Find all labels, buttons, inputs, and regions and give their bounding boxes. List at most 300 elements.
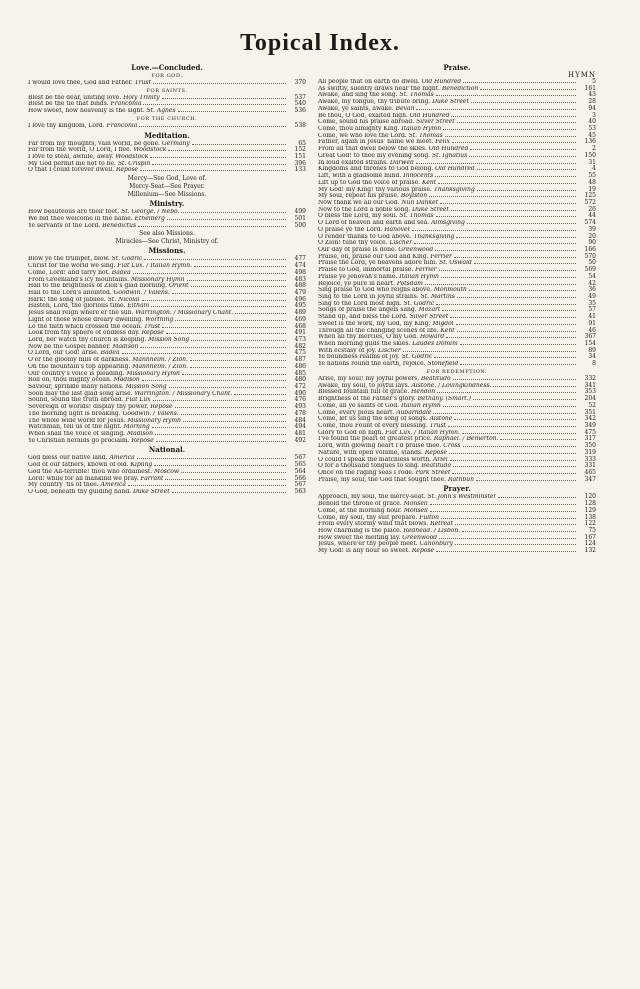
index-entry: [28, 95, 306, 102]
index-entry: [318, 146, 596, 153]
hymn-number: 351: [584, 408, 596, 416]
hymn-first-line: Glory to God on high. Fiat Lux. / Italian Hymn.: [318, 429, 460, 436]
index-entry: [318, 240, 596, 247]
hymn-number: 370: [294, 79, 306, 86]
tune-name: Duke Street: [432, 99, 469, 106]
leader-dots: [453, 466, 576, 467]
tune-name: Bethany. (Smart.): [417, 396, 471, 403]
index-entry: [318, 173, 596, 180]
leader-dots: [190, 367, 286, 368]
hymn-first-line: Praise, oh, praise our God and King. Ferrier: [318, 253, 452, 260]
tune-name: Redhead. / Lisbon.: [403, 528, 461, 534]
hymn-number: 472: [294, 383, 306, 390]
index-entry: [28, 108, 306, 115]
leader-dots: [425, 284, 576, 285]
tune-name: Ferrier: [430, 253, 452, 260]
index-entry: [28, 384, 306, 391]
leader-dots: [150, 157, 286, 158]
index-entry: [318, 494, 596, 501]
hymn-number: 487: [294, 356, 306, 364]
hymn-number: 489: [294, 309, 306, 317]
tune-name: America: [100, 482, 126, 489]
tune-name: Duke Street: [412, 206, 449, 213]
index-entry: [318, 521, 596, 528]
hymn-first-line: Lift, with a gladsome mind. Innocents: [318, 173, 434, 180]
index-entry: [318, 477, 596, 484]
leader-dots: [451, 210, 576, 211]
index-entry: [28, 303, 306, 310]
leader-dots: [467, 223, 576, 224]
hymn-number: 501: [294, 214, 306, 222]
hymn-first-line: Great God! to thee my evening song. St. Ignatius: [318, 152, 468, 159]
leader-dots: [153, 400, 286, 401]
index-entry: [318, 416, 596, 423]
index-entry: [318, 180, 596, 187]
hymn-first-line: Father, again in Jesus' name we meet. Felix: [318, 139, 450, 146]
hymn-first-line: O bless the Lord, my soul. St. Thomas: [318, 213, 434, 220]
hymn-first-line: The whole wide world for Jesus. Missionary Hymn: [28, 417, 181, 424]
hymn-number: 39: [588, 225, 596, 233]
tune-name: Franconia: [110, 101, 142, 108]
hymn-first-line: Lord! while for all mankind we pray. Farrant: [28, 475, 164, 482]
leader-dots: [154, 465, 286, 466]
hymn-first-line: O that I could forever dwell. Repose: [28, 167, 139, 174]
index-entry: [28, 147, 306, 154]
hymn-number: 136: [584, 138, 596, 146]
tune-name: Badea: [100, 350, 120, 357]
leader-dots: [436, 95, 576, 96]
leader-dots: [191, 286, 287, 287]
leader-dots: [500, 439, 576, 440]
tune-name: Mannheim. / Zion.: [132, 357, 188, 364]
hymn-number: 94: [588, 104, 596, 112]
hymn-first-line: Come, we who love the Lord. St. Thomas: [318, 132, 443, 139]
leader-dots: [165, 479, 286, 480]
leader-dots: [151, 306, 286, 307]
tune-name: Nun Danket: [401, 199, 439, 206]
leader-dots: [452, 473, 576, 474]
tune-name: Stonefield: [427, 361, 459, 368]
leader-dots: [175, 407, 287, 408]
hymn-number: 536: [294, 107, 306, 115]
tune-name: Alstone. / Lovingkindness.: [411, 382, 492, 389]
hymn-first-line: Lord, her watch thy church is keeping. Mission Song: [28, 336, 190, 343]
hymn-number: 495: [294, 302, 306, 310]
tune-name: Duke Street: [132, 489, 170, 496]
hymn-first-line: Our day of praise is done. Greenwood: [318, 246, 434, 253]
leader-dots: [143, 104, 286, 105]
leader-dots: [453, 379, 576, 380]
index-entry: [28, 101, 306, 108]
tune-name: Madison: [113, 377, 140, 384]
hymn-first-line: Now be the Gospel banner. Madison: [28, 343, 139, 350]
hymn-number: 473: [294, 335, 306, 343]
leader-dots: [457, 297, 576, 298]
tune-name: Worthing: [145, 316, 174, 323]
hymn-number: 125: [584, 192, 596, 200]
tune-name: Old Hundred: [409, 112, 450, 119]
hymn-number: 57: [588, 306, 596, 314]
tune-name: Woodstock: [133, 147, 167, 154]
index-entry: [318, 410, 596, 417]
right-column: [318, 62, 596, 971]
index-entry: [318, 508, 596, 515]
tune-name: St. George. / Nebo.: [121, 209, 180, 216]
index-entry: [28, 455, 306, 462]
tune-name: Old Hundred: [428, 146, 469, 153]
hymn-number: 75: [588, 527, 596, 534]
hymn-number: 484: [294, 416, 306, 424]
hymn-first-line: Ye boundless realms of joy. St. Godric: [318, 354, 433, 361]
hymn-number: 479: [294, 288, 306, 296]
hymn-number: 341: [584, 381, 596, 389]
tune-name: Benediction: [442, 85, 479, 92]
leader-dots: [172, 293, 286, 294]
leader-dots: [446, 337, 576, 338]
hymn-number: 349: [584, 421, 596, 429]
hymn-first-line: O could I speak the matchless worth. Ariel: [318, 456, 448, 463]
hymn-first-line: Sing praise to God who reigns above. Monmouth: [318, 287, 467, 294]
tune-name: Orient: [168, 283, 189, 290]
hymn-number: 52: [588, 401, 596, 409]
hymn-number: 331: [584, 462, 596, 470]
hymn-number: 498: [294, 268, 306, 276]
tune-name: Fiat Lux. / Italian Hymn.: [117, 263, 192, 270]
hymn-first-line: Saviour, sprinkle many nations. Mission Song: [28, 384, 167, 390]
hymn-number: 4: [592, 165, 596, 173]
subsection-heading: FOR THE CHURCH.: [136, 115, 198, 122]
tune-name: St. Thomas: [399, 92, 434, 99]
tune-name: Fulton: [419, 514, 440, 521]
hymn-first-line: Come, my soul, thy suit prepare. Fulton: [318, 514, 440, 521]
tune-name: Ariel: [433, 456, 448, 463]
leader-dots: [133, 273, 286, 274]
index-entry: [318, 79, 596, 86]
leader-dots: [235, 313, 286, 314]
hymn-number: 133: [294, 166, 306, 174]
index-entry: [318, 463, 596, 470]
tune-name: St. Godric: [403, 300, 435, 307]
leader-dots: [455, 524, 576, 525]
hymn-number: 31: [588, 158, 596, 166]
leader-dots: [440, 203, 576, 204]
tune-name: Benedictus: [102, 222, 137, 229]
hymn-number: 128: [584, 500, 596, 508]
hymn-number: 35: [588, 299, 596, 307]
hymn-first-line: How beauteous are their feet. St. George. / Nebo.: [28, 209, 180, 216]
index-entry: [28, 310, 306, 317]
hymn-number: 488: [294, 282, 306, 290]
index-entry: [28, 418, 306, 425]
hymn-first-line: My God permit me not to be. St. Crispin: [28, 160, 151, 167]
index-entry: [28, 263, 306, 270]
tune-name: St. Godric: [111, 256, 143, 263]
leader-dots: [140, 347, 286, 348]
hymn-number: 41: [588, 313, 596, 321]
hymn-first-line: God the All-terrible! thou who ordainest. Moscow: [28, 468, 179, 475]
tune-name: Woodstock: [115, 154, 149, 161]
hymn-first-line: I love to steal, awhile, away. Woodstock: [28, 154, 149, 161]
leader-dots: [460, 344, 576, 345]
leader-dots: [430, 504, 576, 505]
index-entry: [28, 469, 306, 476]
tune-name: Greenwood: [402, 534, 438, 541]
leader-dots: [450, 460, 576, 461]
leader-dots: [412, 230, 576, 231]
hymn-first-line: Arise, my soul! my joyful powers. Beatitudo: [318, 375, 451, 382]
index-entry: [318, 106, 596, 113]
tune-name: Greenwood: [398, 246, 434, 253]
index-entry: [28, 209, 306, 216]
leader-dots: [167, 219, 286, 220]
index-entry: [318, 430, 596, 437]
leader-dots: [439, 270, 576, 271]
hymn-first-line: Ye Christian heralds go proclaim. Repose: [28, 437, 154, 444]
leader-dots: [153, 83, 286, 84]
leader-dots: [172, 492, 286, 493]
index-entry: [28, 324, 306, 331]
hymn-number: 347: [584, 475, 596, 483]
hymn-number: 50: [588, 259, 596, 267]
leader-dots: [442, 310, 576, 311]
hymn-first-line: How sweet, how heavenly is the sight. St. Agnes: [28, 108, 176, 115]
hymn-first-line: Come, all ye saints of God. Italian Hymn: [318, 402, 441, 409]
leader-dots: [469, 156, 576, 157]
leader-dots: [457, 331, 576, 332]
index-entry: [28, 297, 306, 304]
hymn-number: 53: [588, 125, 596, 133]
tune-name: Eltham: [127, 303, 150, 310]
leader-dots: [498, 497, 576, 498]
leader-dots: [451, 116, 576, 117]
leader-dots: [138, 226, 286, 227]
hymn-first-line: Blow ye the trumpet, blow. St. Godric: [28, 256, 143, 263]
hymn-first-line: We bid thee welcome in the name. Ethelberg: [28, 215, 165, 222]
tune-name: Thanksgiving: [433, 186, 475, 193]
hymn-first-line: From Greenland's icy mountains. Missionary Hymn: [28, 276, 185, 283]
hymn-number: 468: [294, 322, 306, 330]
hymn-first-line: Watchman, tell us of the night. Morning: [28, 424, 150, 431]
cross-reference: Mercy—See God, Love of.: [127, 175, 207, 183]
hymn-number: 3: [592, 111, 596, 119]
tune-name: Bevan: [395, 105, 415, 112]
tune-name: Monmouth: [433, 287, 467, 294]
index-entry: [318, 213, 596, 220]
tune-name: St. Godric: [401, 354, 433, 361]
index-entry: [28, 216, 306, 223]
leader-dots: [456, 324, 576, 325]
index-entry: [28, 283, 306, 290]
hymn-first-line: Light of those whose dreary dwelling. Worthing: [28, 316, 174, 323]
hymn-number: 129: [584, 506, 596, 514]
tune-name: St. Oswald: [439, 260, 472, 267]
leader-dots: [430, 511, 576, 512]
hymn-number: 574: [584, 219, 596, 227]
tune-name: Cross: [443, 443, 461, 450]
hymn-number: 566: [294, 474, 306, 482]
hymn-first-line: Hail to the brightness of Zion's glad morning. Orient: [28, 283, 189, 290]
tune-name: Mission Song: [125, 384, 167, 390]
leader-dots: [436, 216, 576, 217]
leader-dots: [454, 419, 576, 420]
leader-dots: [477, 190, 576, 191]
subsection-heading: FOR GOD.: [151, 73, 183, 79]
leader-dots: [462, 433, 576, 434]
tune-name: Laudes Domini: [412, 341, 458, 348]
hymn-number: 138: [584, 513, 596, 521]
tune-name: Repose: [141, 330, 164, 337]
hymn-first-line: When morning gilds the skies. Laudes Domini: [318, 341, 458, 348]
leader-dots: [448, 426, 576, 427]
index-entry: [28, 431, 306, 438]
hymn-number: 492: [294, 436, 306, 444]
hymn-number: 567: [294, 481, 306, 489]
hymn-first-line: Come, thou almighty King. Italian Hymn: [318, 126, 442, 133]
index-entry: [318, 376, 596, 383]
tune-name: Hendon: [411, 389, 436, 396]
index-entry: [28, 462, 306, 469]
leader-dots: [463, 446, 576, 447]
index-entry: [318, 260, 596, 267]
index-entry: [28, 337, 306, 344]
leader-dots: [144, 259, 286, 260]
cross-reference: Millenium—See Missions.: [127, 191, 207, 199]
hymn-number: 475: [584, 428, 596, 436]
leader-dots: [449, 453, 576, 454]
index-entry: [318, 541, 596, 548]
left-column: [28, 62, 306, 971]
index-entry: [318, 361, 596, 368]
index-entry: [28, 424, 306, 431]
index-entry: [28, 397, 306, 404]
tune-name: Repose: [411, 548, 435, 555]
index-entry: [318, 166, 596, 173]
hymn-number: 353: [584, 388, 596, 396]
tune-name: Mission Song: [148, 336, 190, 343]
index-entry: [318, 274, 596, 281]
leader-dots: [152, 427, 286, 428]
hymn-number: 204: [584, 395, 596, 403]
index-entry: [318, 389, 596, 396]
tune-name: St. Thomas: [399, 213, 434, 220]
leader-dots: [155, 434, 286, 435]
index-entry: [318, 126, 596, 133]
tune-name: Repose: [115, 167, 139, 174]
hymn-number: 480: [294, 376, 306, 384]
hymn-number: 485: [294, 369, 306, 377]
leader-dots: [454, 257, 576, 258]
index-entry: [318, 113, 596, 120]
leader-dots: [469, 290, 576, 291]
index-entry: [318, 443, 596, 450]
leader-dots: [452, 142, 576, 143]
hymn-number: 154: [584, 340, 596, 348]
hymn-number: 132: [584, 547, 596, 555]
tune-name: America: [109, 455, 135, 462]
leader-dots: [162, 327, 286, 328]
tune-name: Felix: [435, 139, 450, 146]
index-entry: [318, 321, 596, 328]
hymn-first-line: Nature, with open volume, stands. Repose: [318, 449, 448, 456]
tune-name: Trust: [144, 323, 161, 330]
index-entry: [318, 403, 596, 410]
index-entry: [318, 450, 596, 457]
index-entry: [28, 330, 306, 337]
hymn-first-line: My country 'tis of thee. America: [28, 482, 126, 489]
hymn-first-line: Look from thy sphere of endless day. Repose: [28, 330, 164, 337]
index-entry: [28, 317, 306, 324]
index-entry: [28, 391, 306, 398]
hymn-first-line: I would love thee, God and Father. Trust: [28, 80, 151, 86]
tune-name: Old Hundred: [435, 166, 475, 173]
leader-dots: [441, 277, 576, 278]
leader-dots: [416, 109, 576, 110]
leader-dots: [471, 102, 576, 103]
hymn-first-line: With ecstasy of joy. Lischer: [318, 347, 401, 354]
index-entry: [318, 86, 596, 93]
index-entry: [318, 247, 596, 254]
index-entry: [318, 92, 596, 99]
leader-dots: [128, 485, 286, 486]
leader-dots: [434, 357, 576, 358]
leader-dots: [181, 414, 286, 415]
hymn-first-line: Awake, my tongue, thy tribute bring. Duke Street: [318, 99, 469, 106]
hymn-number: 474: [294, 262, 306, 270]
hymn-first-line: In loud exalted strains. Darwell: [318, 159, 414, 166]
tune-name: Moscow: [154, 468, 179, 475]
hymn-number: 42: [588, 279, 596, 287]
hymn-number: 572: [584, 198, 596, 206]
leader-dots: [181, 212, 286, 213]
hymn-first-line: As swiftly, silently draws near the night. Benediction: [318, 85, 479, 92]
hymn-first-line: Come, at the morning hour. Monsell: [318, 507, 428, 514]
hymn-number: 496: [294, 295, 306, 303]
leader-dots: [443, 129, 576, 130]
tune-name: Hanover: [384, 226, 411, 233]
hymn-first-line: All people that on earth do dwell. Old Hundred: [318, 79, 462, 85]
tune-name: St. Ignatius: [431, 152, 468, 159]
leader-dots: [450, 317, 576, 318]
index-entry: [318, 307, 596, 314]
index-entry: [318, 153, 596, 160]
hymn-first-line: O render thanks to God above. Thanksgiving: [318, 233, 455, 240]
index-entry: [28, 256, 306, 263]
leader-dots: [178, 111, 286, 112]
leader-dots: [190, 360, 286, 361]
hymn-first-line: Soon may the last glad song arise. Warrington. / Missionary Chant.: [28, 390, 233, 397]
tune-name: Innocents: [403, 173, 434, 180]
tune-name: Kipling: [130, 462, 153, 469]
tune-name: Mozart: [418, 307, 441, 314]
hymn-number: 166: [584, 245, 596, 253]
index-entry: [318, 354, 596, 361]
index-entry: [318, 334, 596, 341]
hymn-number: 5: [592, 78, 596, 85]
leader-dots: [181, 472, 286, 473]
hymn-number: 151: [294, 153, 306, 161]
hymn-first-line: How sweet the melting lay. Greenwood: [318, 534, 438, 541]
hymn-first-line: How charming is the place. Redhead. / Lisbon.: [318, 528, 461, 534]
tune-name: Beatitudo: [421, 375, 451, 382]
hymn-first-line: Come, every pious heart. Aubarndale: [318, 409, 432, 416]
tune-name: Silver Street: [416, 119, 455, 126]
hymn-first-line: O Lord of heaven and earth and sea. Almsgiving: [318, 220, 465, 227]
leader-dots: [455, 544, 576, 545]
hymn-first-line: Awake, my soul, to joyful lays. Alstone. / Lovingkindness.: [318, 382, 492, 389]
tune-name: Rathbun: [447, 476, 475, 483]
hymn-number: 478: [294, 409, 306, 417]
tune-name: Canonbury: [419, 541, 454, 548]
